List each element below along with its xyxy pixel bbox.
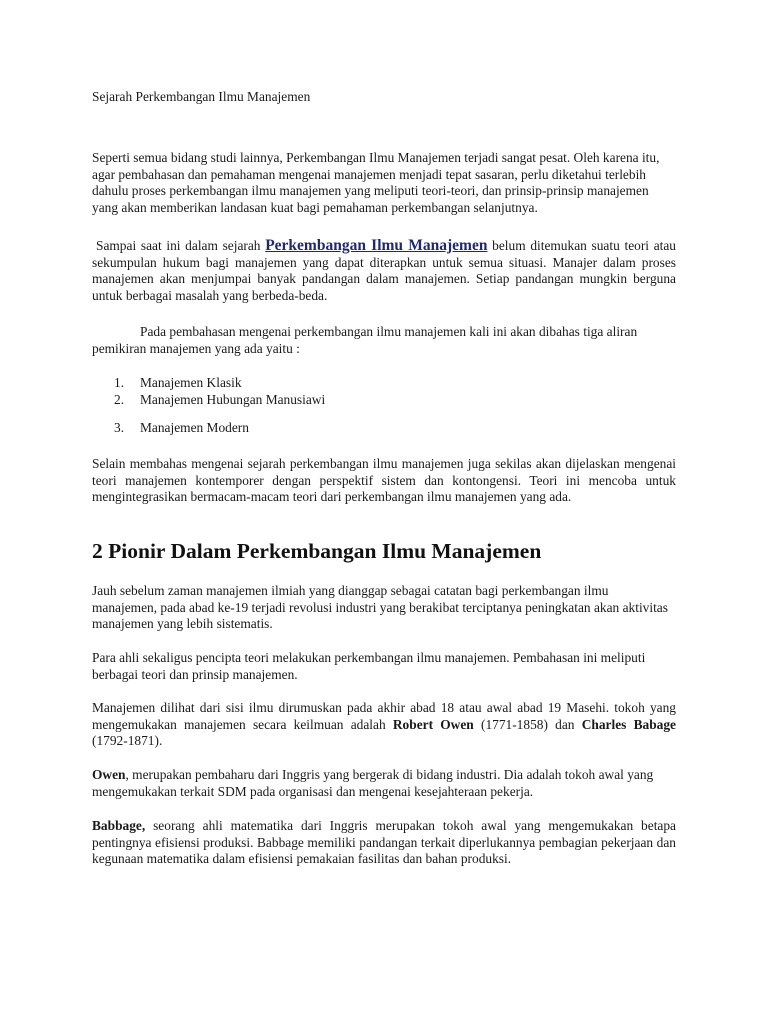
paragraph-history	[92, 238, 676, 304]
paragraph-tokoh-text3: (1792-1871).	[92, 733, 163, 749]
list-text: Manajemen Modern	[140, 420, 249, 436]
paragraph-owen	[92, 767, 676, 800]
perkembangan-ilmu-manajemen-link[interactable]: Perkembangan Ilmu Manajemen	[265, 237, 488, 254]
name-owen: Owen	[92, 767, 126, 782]
paragraph-owen-text: , merupakan pembaharu dari Inggris yang bergerak di bidang industri. Dia adalah tokoh awal yang mengemukakan terkait SDM pada organisasi dan mengenai kesejahteraan pekerja.	[92, 767, 654, 799]
paragraph-para-ahli: Para ahli sekaligus pencipta teori melakukan perkembangan ilmu manajemen. Pembahasan ini meliputi berbagai teori dan prinsip manajemen.	[92, 650, 646, 682]
paragraph-aliran-text: Pada pembahasan mengenai perkembangan ilmu manajemen kali ini akan dibahas tiga aliran pemikiran manajemen yang ada yaitu :	[92, 324, 638, 356]
paragraph-history-lead: Sampai saat ini dalam sejarah	[96, 238, 266, 253]
list-text: Manajemen Klasik	[140, 375, 242, 390]
list-number: 3.	[114, 420, 125, 436]
list-item	[92, 392, 676, 409]
list-item	[92, 420, 676, 437]
name-charles-babage: Charles Babage	[581, 716, 677, 732]
paragraph-aliran	[92, 324, 676, 357]
paragraph-tokoh-text2: (1771-1858) dan	[473, 716, 582, 732]
intro-paragraph: Seperti semua bidang studi lainnya, Perkembangan Ilmu Manajemen terjadi sangat pesat. Oleh karena itu, agar pembahasan dan pemahaman mengenai manajemen menjadi tepat sasaran, perlu diketahui terlebih dahulu proses perkembangan ilmu manajemen yang meliputi teori-teori, dan prinsip-prinsip manajemen yang akan memberikan landasan kuat bagi pemahaman perkembangan selanjutnya.	[92, 150, 660, 215]
section-heading: 2 Pionir Dalam Perkembangan Ilmu Manajemen	[92, 539, 542, 563]
paragraph-tokoh-text1: Manajemen dilihat dari sisi ilmu dirumuskan pada akhir abad 18 atau awal abad 19 Masehi. tokoh yang mengemukakan manajemen secara keilmuan adalah	[92, 700, 676, 732]
paragraph-tokoh	[92, 700, 676, 750]
paragraph-history-rest: belum ditemukan suatu teori atau sekumpulan hukum bagi manajemen yang dapat diterapkan untuk semua situasi. Manajer dalam proses manajemen akan menjumpai banyak pandangan dalam manajemen. Setiap pandangan mungkin berguna untuk berbagai masalah yang berbeda-beda.	[92, 238, 677, 303]
paragraph-babbage	[92, 818, 676, 868]
list-text: Manajemen Hubungan Manusiawi	[140, 391, 326, 407]
paragraph-revolusi: Jauh sebelum zaman manajemen ilmiah yang dianggap sebagai catatan bagi perkembangan ilmu manajemen, pada abad ke-19 terjadi revolusi industri yang berakibat terciptanya peningkatan akan aktivitas manajemen yang lebih sistematis.	[92, 583, 668, 632]
paragraph-babbage-text: seorang ahli matematika dari Inggris merupakan tokoh awal yang mengemukakan betapa pentingnya efisiensi produksi. Babbage memiliki pandangan terkait diperlukannya pembagian pekerjaan dan kegunaan matematika dalam efisiensi pemakaian fasilitas dan bahan produksi.	[92, 818, 676, 867]
paragraph-kontemporer: Selain membahas mengenai sejarah perkembangan ilmu manajemen juga sekilas akan dijelaskan mengenai teori manajemen kontemporer dengan perspektif sistem dan kontongensi. Teori ini mencoba untuk mengintegrasikan bermacam-macam teori dari perkembangan ilmu manajemen yang ada.	[92, 456, 676, 505]
aliran-list	[92, 375, 676, 437]
document-title: Sejarah Perkembangan Ilmu Manajemen	[92, 89, 311, 104]
name-babbage: Babbage,	[92, 818, 146, 833]
list-number: 2.	[114, 391, 125, 407]
name-robert-owen: Robert Owen	[392, 716, 474, 732]
list-number: 1.	[114, 375, 125, 390]
list-item	[92, 375, 676, 392]
